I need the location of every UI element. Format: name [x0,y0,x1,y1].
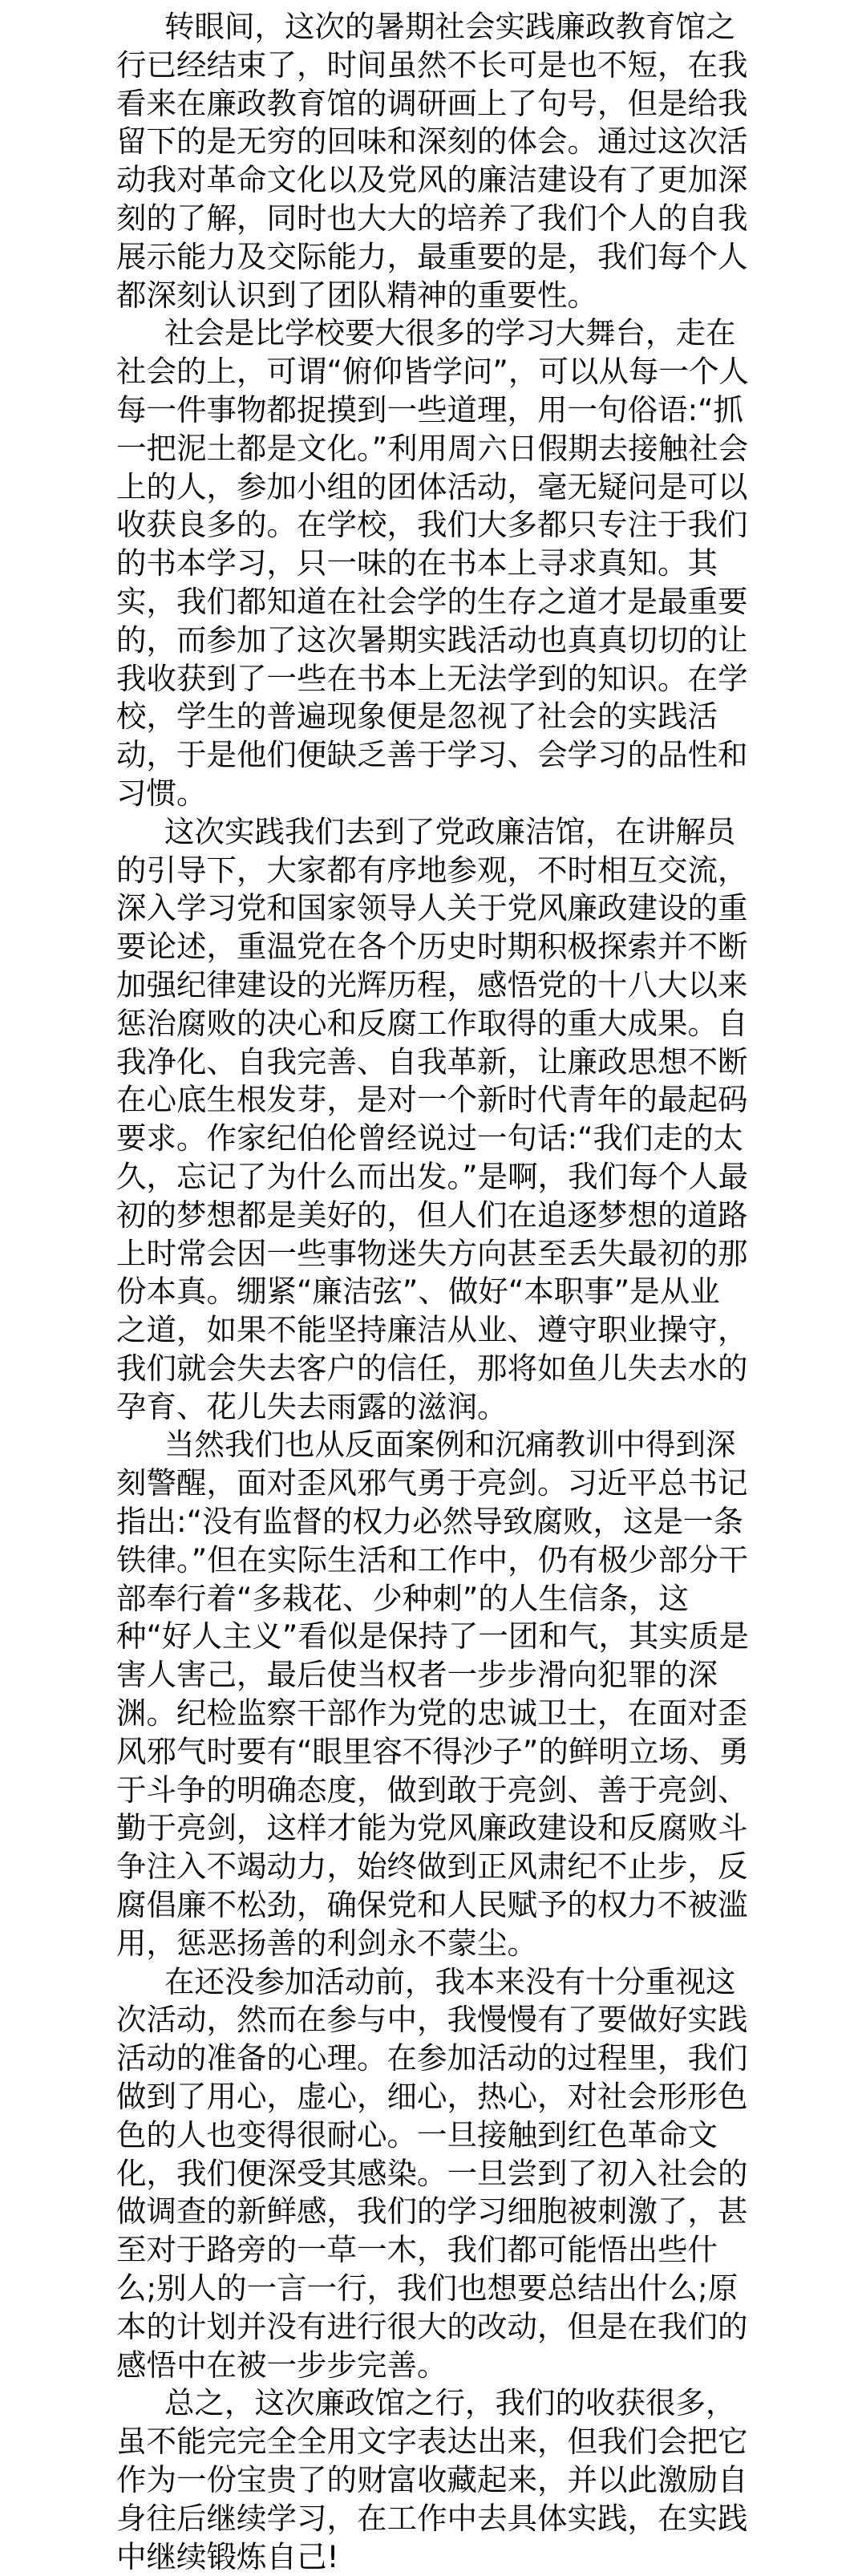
paragraph-2: 社会是比学校要大很多的学习大舞台，走在社会的上，可谓“俯仰皆学问”，可以从每一个人每一件事物都捉摸到一些道理，用一句俗语:“抓一把泥土都是文化。”利用周六日假期去接触社会上的人，参加小组的团体活动，毫无疑问是可以收获良多的。在学校，我们大多都只专注于我们的书本学习，只一味的在书本上寻求真知。其实，我们都知道在社会学的生存之道才是最重要的，而参加了这次暑期实践活动也真真切切的让我收获到了一些在书本上无法学到的知识。在学校，学生的普遍现象便是忽视了社会的实践活动，于是他们便缺乏善于学习、会学习的品性和习惯。 [116,315,749,811]
paragraph-3: 这次实践我们去到了党政廉洁馆，在讲解员的引导下，大家都有序地参观，不时相互交流，深入学习党和国家领导人关于党风廉政建设的重要论述，重温党在各个历史时期积极探索并不断加强纪律建设的光辉历程，感悟党的十八大以来惩治腐败的决心和反腐工作取得的重大成果。自我净化、自我完善、自我革新，让廉政思想不断在心底生根发芽，是对一个新时代青年的最起码要求。作家纪伯伦曾经说过一句话:“我们走的太久，忘记了为什么而出发。”是啊，我们每个人最初的梦想都是美好的，但人们在追逐梦想的道路上时常会因一些事物迷失方向甚至丢失最初的那份本真。绷紧“廉洁弦”、做好“本职事”是从业之道，如果不能坚持廉洁从业、遵守职业操守，我们就会失去客户的信任，那将如鱼儿失去水的孕育、花儿失去雨露的滋润。 [116,813,749,1424]
paragraph-4: 当然我们也从反面案例和沉痛教训中得到深刻警醒，面对歪风邪气勇于亮剑。习近平总书记指出:“没有监督的权力必然导致腐败，这是一条铁律。”但在实际生活和工作中，仍有极少部分干部奉行着“多栽花、少种刺”的人生信条，这种“好人主义”看似是保持了一团和气，其实质是害人害己，最后使当权者一步步滑向犯罪的深渊。纪检监察干部作为党的忠诚卫士，在面对歪风邪气时要有“眼里容不得沙子”的鲜明立场、勇于斗争的明确态度，做到敢于亮剑、善于亮剑、勤于亮剑，这样才能为党风廉政建设和反腐败斗争注入不竭动力，始终做到正风肃纪不止步，反腐倡廉不松劲，确保党和人民赋予的权力不被滥用，惩恶扬善的利剑永不蒙尘。 [116,1427,749,1961]
essay-body [116,8,750,2576]
paragraph-6: 总之，这次廉政馆之行，我们的收获很多，虽不能完完全全用文字表达出来，但我们会把它作为一份宝贵了的财富收藏起来，并以此激励自身往后继续学习，在工作中去具体实践，在实践中继续锻炼自己! [116,2385,748,2574]
paragraph-1: 转眼间，这次的暑期社会实践廉政教育馆之行已经结束了，时间虽然不长可是也不短，在我看来在廉政教育馆的调研画上了句号，但是给我留下的是无穷的回味和深刻的体会。通过这次活动我对革命文化以及党风的廉洁建设有了更加深刻的了解，同时也大大的培养了我们个人的自我展示能力及交际能力，最重要的是，我们每个人都深刻认识到了团队精神的重要性。 [116,9,748,313]
paragraph-5: 在还没参加活动前，我本来没有十分重视这次活动，然而在参与中，我慢慢有了要做好实践活动的准备的心理。在参加活动的过程里，我们做到了用心，虚心，细心，热心，对社会形形色色的人也变得很耐心。一旦接触到红色革命文化，我们便深受其感染。一旦尝到了初入社会的做调查的新鲜感，我们的学习细胞被刺激了，甚至对于路旁的一草一木，我们都可能悟出些什么;别人的一言一行，我们也想要总结出什么;原本的计划并没有进行很大的改动，但是在我们的感悟中在被一步步完善。 [116,1963,748,2383]
